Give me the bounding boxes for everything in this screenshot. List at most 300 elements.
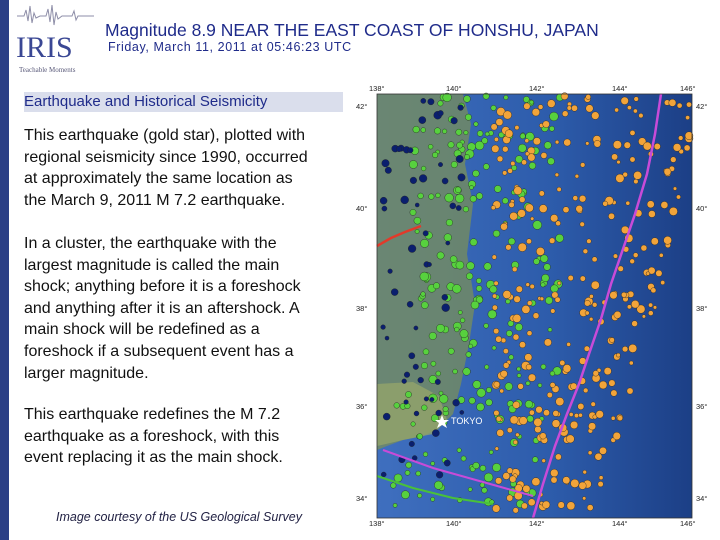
earthquake-marker-orange xyxy=(496,118,503,125)
earthquake-marker-orange xyxy=(631,300,639,308)
earthquake-marker-orange xyxy=(525,354,532,361)
earthquake-marker-green xyxy=(436,193,441,198)
earthquake-marker-orange xyxy=(610,291,618,299)
earthquake-marker-orange xyxy=(526,283,530,287)
earthquake-marker-orange xyxy=(518,209,526,217)
earthquake-marker-green xyxy=(394,474,402,482)
earthquake-marker-green xyxy=(485,132,489,136)
earthquake-marker-deep xyxy=(442,294,448,300)
earthquake-marker-deep xyxy=(421,98,426,103)
earthquake-marker-orange xyxy=(543,121,550,128)
earthquake-marker-orange xyxy=(563,364,571,372)
earthquake-marker-green xyxy=(418,193,424,199)
earthquake-marker-orange xyxy=(629,361,633,365)
earthquake-marker-orange xyxy=(513,314,521,322)
paragraph-line: larger magnitude. xyxy=(24,364,149,382)
earthquake-marker-orange xyxy=(503,362,509,368)
earthquake-marker-orange xyxy=(514,186,522,194)
earthquake-marker-deep xyxy=(419,175,427,183)
earthquake-marker-orange xyxy=(513,507,519,513)
earthquake-marker-orange xyxy=(648,210,655,217)
earthquake-marker-orange xyxy=(670,157,676,163)
city-label: TOKYO xyxy=(451,416,483,426)
earthquake-marker-orange xyxy=(598,481,604,487)
earthquake-marker-green xyxy=(401,491,409,499)
earthquake-marker-deep xyxy=(436,410,442,416)
earthquake-marker-green xyxy=(464,154,469,159)
earthquake-marker-orange xyxy=(544,339,551,346)
earthquake-marker-green xyxy=(473,170,480,177)
earthquake-marker-green xyxy=(421,128,426,133)
earthquake-marker-orange xyxy=(585,142,589,146)
earthquake-marker-green xyxy=(464,130,468,134)
earthquake-marker-orange xyxy=(552,420,560,428)
earthquake-marker-orange xyxy=(540,433,546,439)
earthquake-marker-green xyxy=(494,185,501,192)
earthquake-marker-green xyxy=(518,144,526,152)
earthquake-marker-orange xyxy=(627,105,631,109)
earthquake-marker-green xyxy=(549,126,554,131)
earthquake-marker-orange xyxy=(525,204,533,212)
earthquake-marker-deep xyxy=(402,379,407,384)
earthquake-marker-green xyxy=(423,452,428,457)
earthquake-marker-orange xyxy=(617,415,622,420)
earthquake-marker-orange xyxy=(633,253,638,258)
earthquake-marker-deep xyxy=(385,167,391,173)
earthquake-marker-orange xyxy=(613,140,621,148)
earthquake-marker-orange xyxy=(497,429,504,436)
earthquake-marker-orange xyxy=(535,426,542,433)
earthquake-marker-orange xyxy=(599,381,607,389)
earthquake-marker-orange xyxy=(560,360,565,365)
earthquake-marker-orange xyxy=(588,423,595,430)
right-tick: 36° xyxy=(696,402,708,411)
earthquake-marker-deep xyxy=(410,177,417,184)
earthquake-marker-orange xyxy=(515,433,519,437)
paragraph-line: largest magnitude is called the main xyxy=(24,256,280,274)
earthquake-marker-deep xyxy=(391,289,398,296)
earthquake-marker-orange xyxy=(503,290,511,298)
earthquake-marker-orange xyxy=(661,280,665,284)
earthquake-marker-orange xyxy=(580,163,585,168)
earthquake-marker-green xyxy=(544,142,551,149)
earthquake-marker-orange xyxy=(534,418,542,426)
earthquake-marker-deep xyxy=(409,441,415,447)
earthquake-marker-orange xyxy=(648,311,653,316)
earthquake-marker-orange xyxy=(562,111,568,117)
earthquake-marker-orange xyxy=(494,410,500,416)
earthquake-marker-orange xyxy=(678,136,683,141)
earthquake-marker-orange xyxy=(519,342,525,348)
earthquake-marker-orange xyxy=(609,337,614,342)
earthquake-marker-orange xyxy=(511,161,516,166)
earthquake-marker-orange xyxy=(686,102,691,107)
earthquake-marker-orange xyxy=(647,201,654,208)
earthquake-marker-orange xyxy=(579,482,586,489)
earthquake-marker-orange xyxy=(613,432,621,440)
earthquake-marker-orange xyxy=(555,140,559,144)
earthquake-marker-green xyxy=(530,100,534,104)
paragraph-line: shock; anything before it is a foreshock xyxy=(24,278,301,296)
earthquake-marker-green xyxy=(483,164,489,170)
earthquake-marker-green xyxy=(506,330,512,336)
earthquake-marker-green xyxy=(486,387,491,392)
earthquake-marker-green xyxy=(550,371,555,376)
paragraph-1 xyxy=(24,125,308,211)
earthquake-marker-orange xyxy=(530,284,535,289)
earthquake-marker-orange xyxy=(555,297,560,302)
earthquake-marker-orange xyxy=(669,99,676,106)
top-tick: 140° xyxy=(446,84,462,93)
earthquake-marker-orange xyxy=(592,257,597,262)
earthquake-marker-orange xyxy=(528,499,535,506)
earthquake-marker-green xyxy=(421,362,427,368)
earthquake-marker-deep xyxy=(407,301,413,307)
left-tick: 42° xyxy=(356,102,368,111)
earthquake-marker-green xyxy=(480,483,485,488)
earthquake-marker-green xyxy=(469,397,476,404)
earthquake-marker-green xyxy=(431,361,436,366)
page-subtitle: Friday, March 11, 2011 at 05:46:23 UTC xyxy=(108,40,352,54)
left-tick: 36° xyxy=(356,402,368,411)
earthquake-marker-orange xyxy=(501,370,508,377)
earthquake-marker-orange xyxy=(593,370,599,376)
earthquake-marker-orange xyxy=(661,201,668,208)
earthquake-marker-orange xyxy=(527,301,532,306)
bottom-tick: 144° xyxy=(612,519,628,528)
earthquake-marker-orange xyxy=(576,205,583,212)
earthquake-marker-deep xyxy=(430,397,434,401)
earthquake-marker-orange xyxy=(495,447,499,451)
earthquake-marker-deep xyxy=(414,326,418,330)
earthquake-marker-orange xyxy=(603,201,608,206)
earthquake-marker-orange xyxy=(532,478,540,486)
earthquake-marker-orange xyxy=(553,410,559,416)
earthquake-marker-green xyxy=(467,262,475,270)
earthquake-marker-green xyxy=(417,493,422,498)
earthquake-marker-orange xyxy=(518,243,527,252)
earthquake-marker-orange xyxy=(529,410,534,415)
earthquake-marker-orange xyxy=(536,406,543,413)
earthquake-marker-deep xyxy=(460,410,464,414)
earthquake-marker-orange xyxy=(586,105,594,113)
earthquake-marker-green xyxy=(484,263,492,271)
earthquake-marker-green xyxy=(420,239,428,247)
earthquake-marker-orange xyxy=(584,300,590,306)
earthquake-marker-green xyxy=(428,144,433,149)
earthquake-marker-green xyxy=(488,310,497,319)
earthquake-marker-orange xyxy=(634,179,639,184)
earthquake-marker-deep xyxy=(423,231,428,236)
earthquake-marker-orange xyxy=(514,296,521,303)
earthquake-marker-orange xyxy=(588,451,592,455)
earthquake-marker-green xyxy=(421,302,428,309)
earthquake-marker-orange xyxy=(550,214,558,222)
earthquake-marker-deep xyxy=(408,148,413,153)
earthquake-marker-orange xyxy=(627,305,631,309)
earthquake-marker-deep xyxy=(419,116,426,123)
earthquake-marker-orange xyxy=(677,103,682,108)
earthquake-marker-orange xyxy=(528,154,536,162)
earthquake-marker-green xyxy=(429,332,437,340)
earthquake-marker-deep xyxy=(383,413,390,420)
earthquake-marker-orange xyxy=(627,388,633,394)
earthquake-marker-green xyxy=(452,284,461,293)
earthquake-marker-orange xyxy=(538,105,543,110)
earthquake-marker-green xyxy=(476,403,484,411)
earthquake-marker-orange xyxy=(614,311,621,318)
earthquake-marker-orange xyxy=(586,94,591,99)
earthquake-marker-green xyxy=(504,95,508,99)
earthquake-marker-green xyxy=(454,327,459,332)
earthquake-marker-orange xyxy=(513,401,520,408)
earthquake-marker-orange xyxy=(502,146,508,152)
earthquake-marker-orange xyxy=(532,108,540,116)
right-tick: 40° xyxy=(696,204,708,213)
earthquake-marker-orange xyxy=(524,103,531,110)
earthquake-marker-green xyxy=(527,415,534,422)
earthquake-marker-orange xyxy=(583,388,588,393)
left-tick: 40° xyxy=(356,204,368,213)
earthquake-marker-green xyxy=(417,434,423,440)
earthquake-marker-green xyxy=(466,273,473,280)
earthquake-marker-orange xyxy=(543,410,549,416)
earthquake-marker-orange xyxy=(579,195,586,202)
earthquake-marker-orange xyxy=(492,305,497,310)
earthquake-marker-green xyxy=(444,234,452,242)
earthquake-marker-orange xyxy=(509,476,516,483)
earthquake-marker-orange xyxy=(496,416,501,421)
earthquake-marker-orange xyxy=(494,137,498,141)
paragraph-line: foreshock if a subsequent event has a xyxy=(24,342,294,360)
earthquake-marker-deep xyxy=(382,206,387,211)
earthquake-marker-green xyxy=(470,196,477,203)
earthquake-marker-green xyxy=(471,301,479,309)
earthquake-marker-orange xyxy=(542,459,546,463)
earthquake-marker-deep xyxy=(380,197,387,204)
section-heading: Earthquake and Historical Seismicity xyxy=(24,92,346,112)
earthquake-marker-green xyxy=(445,193,454,202)
earthquake-marker-orange xyxy=(630,130,635,135)
seismicity-map xyxy=(343,84,712,528)
logo-wordmark: IRIS xyxy=(16,31,73,64)
earthquake-marker-orange xyxy=(563,477,570,484)
earthquake-marker-green xyxy=(457,448,461,452)
earthquake-marker-deep xyxy=(427,262,431,266)
earthquake-marker-orange xyxy=(609,380,616,387)
earthquake-marker-orange xyxy=(510,212,518,220)
earthquake-marker-green xyxy=(492,346,496,350)
earthquake-marker-green xyxy=(406,462,412,468)
earthquake-marker-deep xyxy=(385,336,389,340)
earthquake-marker-orange xyxy=(497,156,503,162)
earthquake-marker-green xyxy=(540,255,548,263)
paragraph-line: regional seismicity since 1990, occurred xyxy=(24,148,308,166)
earthquake-marker-orange xyxy=(583,470,587,474)
earthquake-marker-green xyxy=(517,373,521,377)
earthquake-marker-green xyxy=(405,391,411,397)
earthquake-marker-green xyxy=(533,221,542,230)
image-credit: Image courtesy of the US Geological Survey xyxy=(56,510,302,524)
earthquake-marker-green xyxy=(517,367,521,371)
earthquake-marker-orange xyxy=(539,205,547,213)
earthquake-marker-orange xyxy=(614,108,618,112)
earthquake-marker-deep xyxy=(409,353,415,359)
earthquake-marker-orange xyxy=(573,196,578,201)
earthquake-marker-orange xyxy=(526,239,531,244)
earthquake-marker-green xyxy=(486,399,493,406)
left-tick: 34° xyxy=(356,494,368,503)
earthquake-marker-orange xyxy=(654,143,660,149)
right-tick: 34° xyxy=(696,494,708,503)
iris-logo xyxy=(14,4,96,78)
earthquake-marker-orange xyxy=(555,173,559,177)
earthquake-marker-deep xyxy=(442,304,450,312)
earthquake-marker-orange xyxy=(558,502,565,509)
earthquake-marker-deep xyxy=(404,372,410,378)
earthquake-marker-orange xyxy=(616,174,625,183)
earthquake-marker-orange xyxy=(542,501,550,509)
earthquake-marker-green xyxy=(515,323,522,330)
bottom-tick: 146° xyxy=(680,519,696,528)
earthquake-marker-orange xyxy=(604,367,611,374)
earthquake-marker-green xyxy=(434,128,440,134)
earthquake-marker-deep xyxy=(381,325,386,330)
earthquake-marker-orange xyxy=(611,416,615,420)
earthquake-marker-green xyxy=(476,193,483,200)
paragraph-line: main shock will be redefined as a xyxy=(24,321,260,339)
earthquake-marker-deep xyxy=(396,146,402,152)
earthquake-marker-deep xyxy=(401,196,409,204)
earthquake-marker-green xyxy=(448,348,454,354)
earthquake-marker-deep xyxy=(388,269,393,274)
earthquake-marker-deep xyxy=(414,411,419,416)
earthquake-marker-green xyxy=(541,364,546,369)
earthquake-marker-orange xyxy=(578,403,584,409)
paragraph-2 xyxy=(24,233,301,384)
earthquake-marker-orange xyxy=(556,397,564,405)
earthquake-marker-green xyxy=(414,217,421,224)
right-tick: 38° xyxy=(696,304,708,313)
earthquake-marker-orange xyxy=(664,236,672,244)
earthquake-marker-green xyxy=(551,285,559,293)
earthquake-marker-green xyxy=(443,406,448,411)
earthquake-marker-orange xyxy=(522,305,530,313)
earthquake-marker-green xyxy=(439,391,443,395)
earthquake-marker-green xyxy=(484,323,489,328)
earthquake-marker-green xyxy=(482,487,488,493)
earthquake-marker-orange xyxy=(656,270,663,277)
earthquake-marker-green xyxy=(461,456,466,461)
earthquake-marker-green xyxy=(421,292,426,297)
earthquake-marker-orange xyxy=(525,139,529,143)
earthquake-marker-orange xyxy=(571,105,577,111)
earthquake-marker-green xyxy=(442,129,447,134)
earthquake-marker-green xyxy=(431,461,435,465)
earthquake-marker-orange xyxy=(513,334,519,340)
earthquake-marker-green xyxy=(520,134,525,139)
earthquake-marker-orange xyxy=(518,383,524,389)
earthquake-marker-deep xyxy=(450,203,456,209)
earthquake-marker-green xyxy=(466,352,471,357)
earthquake-marker-orange xyxy=(591,402,596,407)
earthquake-marker-orange xyxy=(651,238,658,245)
earthquake-marker-orange xyxy=(492,255,497,260)
earthquake-marker-orange xyxy=(575,174,579,178)
earthquake-marker-green xyxy=(468,344,472,348)
earthquake-marker-green xyxy=(437,252,444,259)
earthquake-marker-orange xyxy=(571,479,579,487)
earthquake-marker-orange xyxy=(568,275,574,281)
top-tick: 142° xyxy=(529,84,545,93)
earthquake-marker-green xyxy=(421,166,426,171)
earthquake-marker-orange xyxy=(591,112,599,120)
earthquake-marker-deep xyxy=(413,364,419,370)
earthquake-marker-orange xyxy=(550,382,555,387)
earthquake-marker-orange xyxy=(494,381,500,387)
earthquake-marker-orange xyxy=(503,348,508,353)
earthquake-marker-green xyxy=(542,274,550,282)
earthquake-marker-orange xyxy=(491,145,499,153)
earthquake-marker-green xyxy=(438,101,443,106)
earthquake-marker-orange xyxy=(599,447,606,454)
earthquake-marker-orange xyxy=(582,496,586,500)
earthquake-marker-orange xyxy=(551,477,557,483)
earthquake-marker-green xyxy=(474,122,479,127)
earthquake-marker-deep xyxy=(456,155,463,162)
earthquake-marker-green xyxy=(548,328,552,332)
earthquake-marker-green xyxy=(460,330,468,338)
earthquake-marker-orange xyxy=(506,495,512,501)
earthquake-marker-orange xyxy=(621,292,626,297)
earthquake-marker-orange xyxy=(547,100,555,108)
earthquake-marker-green xyxy=(502,198,508,204)
right-tick: 42° xyxy=(696,102,708,111)
earthquake-marker-orange xyxy=(495,477,502,484)
earthquake-marker-green xyxy=(409,160,417,168)
bottom-tick: 140° xyxy=(446,519,462,528)
earthquake-marker-orange xyxy=(633,109,637,113)
earthquake-marker-green xyxy=(468,487,472,491)
earthquake-marker-green xyxy=(428,194,434,200)
earthquake-marker-orange xyxy=(622,346,628,352)
earthquake-marker-orange xyxy=(503,111,511,119)
earthquake-marker-green xyxy=(451,161,457,167)
earthquake-marker-deep xyxy=(458,105,464,111)
earthquake-marker-orange xyxy=(557,187,562,192)
earthquake-marker-orange xyxy=(567,502,575,510)
earthquake-marker-green xyxy=(529,162,536,169)
earthquake-marker-orange xyxy=(569,412,573,416)
earthquake-marker-deep xyxy=(404,400,409,405)
earthquake-marker-orange xyxy=(594,140,601,147)
earthquake-marker-orange xyxy=(550,309,555,314)
earthquake-marker-green xyxy=(464,95,471,102)
earthquake-marker-green xyxy=(413,126,420,133)
earthquake-marker-green xyxy=(476,285,482,291)
earthquake-marker-deep xyxy=(456,205,461,210)
earthquake-marker-green xyxy=(457,142,463,148)
earthquake-marker-green xyxy=(411,422,416,427)
earthquake-marker-orange xyxy=(624,142,631,149)
earthquake-marker-orange xyxy=(500,223,507,230)
earthquake-marker-orange xyxy=(580,276,585,281)
earthquake-marker-deep xyxy=(418,377,424,383)
earthquake-marker-orange xyxy=(618,266,624,272)
earthquake-marker-green xyxy=(460,318,465,323)
earthquake-marker-orange xyxy=(648,303,652,307)
earthquake-marker-green xyxy=(410,209,416,215)
